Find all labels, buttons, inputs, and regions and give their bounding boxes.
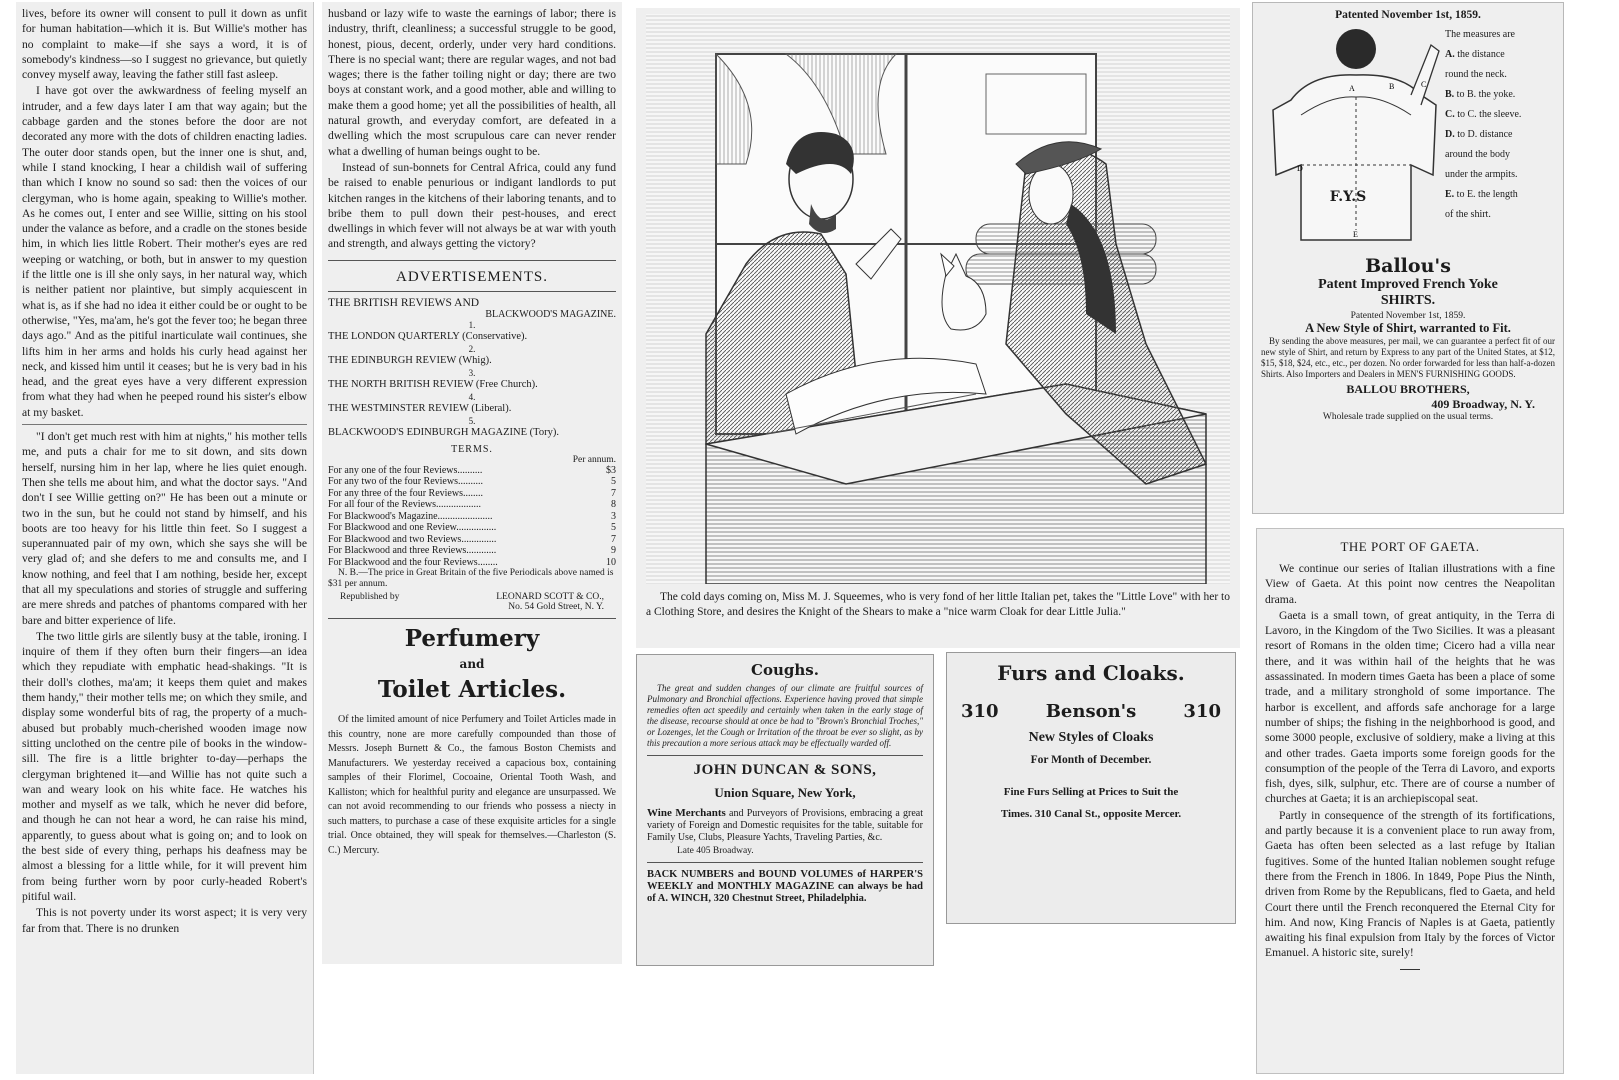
coughs-body: The great and sudden changes of our climate are fruitful sources of Pulmonary and Bronchial affections. Experience having proved that simple remedies often act speedily and certainly when taken in the early stage of the disease, recourse should at once be had to "Brown's Bronchial Troches," or Lozenges, let the Cough or Irritation of the throat be ever so slight, as by this precaution a more serious attack may be effectually warded off. bbox=[647, 683, 923, 748]
column-divider bbox=[22, 424, 307, 425]
reviews-heading: THE BRITISH REVIEWS AND bbox=[328, 296, 480, 309]
measure-line: round the neck. bbox=[1445, 69, 1507, 80]
terms-row-label: For any one of the four Reviews.......... bbox=[328, 464, 483, 476]
wholesale-note: Wholesale trade supplied on the usual terms. bbox=[1322, 412, 1494, 422]
benson-name: Benson's bbox=[1045, 701, 1137, 722]
svg-text:E: E bbox=[1353, 230, 1358, 239]
terms-row bbox=[328, 465, 616, 477]
review-item: THE LONDON QUARTERLY (Conservative). bbox=[328, 330, 528, 342]
furs-line-2: For Month of December. bbox=[1030, 754, 1152, 766]
measure-line bbox=[1445, 125, 1555, 145]
article-paragraph: Gaeta is a small town, of great antiquity, in the Terra di Lavoro, in the Kingdom of the Two Sicilies. It was a pleasant resort of Romans in the olden time; Cicero had a villa near there, and it was within hail of the heights that he was assassinated. In modern times Gaeta has been a place of some trade, and a military stronghold of some importance. The harbor is excellent, and affords safe anchorage for a large number of ships; the fishing in the neighborhood is good, and some 3000 people, exclusive of soldiery, make a living at this and other trades. Gaeta imports some foreign goods for the consumption of the people of the Terra di Lavoro, and exports fish, dyes, silk, sulphur, etc. There are of course a number of churches at Gaeta; it is an archiepiscopal seat. bbox=[1265, 608, 1555, 806]
review-number: 5. bbox=[468, 415, 476, 426]
terms-row-value: 9 bbox=[611, 545, 616, 557]
shirt-letters: F.Y.S bbox=[1329, 189, 1367, 205]
terms-row-value: 7 bbox=[611, 487, 616, 499]
article-paragraph: I have got over the awkwardness of feeling myself an intruder, and a few days later I am that way again; but the cabbage garden and the stones before the door are not decorated any more with the dots of children enacting ladies. The outer door stands open, but the inner one is shut, and, while I stand knocking, I hear a childish wail of suffering than which I know no sound so sad: then the voices of our clergyman, who is home again, speaking to Willie's mother. As he comes out, I enter and see Willie, sitting on his stool under the valance as before, and a cradle on the stones beside him, in which lies little Robert. Their mother's eyes are red weeping or watching, or both, but in answer to my question if the little one is ill she only says, in her natural way, which is neither patient nor plaintive, but simply acquiescent in what is, as if she had no idea it either could be or ought to be otherwise, "Yes, ma'am, he's got the fever too; he began three days ago." And as the pitiful inarticulate wail continues, she lifts him in her arms and holds his curly head against her neck, and kissed him until it ceases; but he is very bad in his head, and the great eyes have a very different expression from what they had when he peeped round his sister's elbow at my basket. bbox=[22, 84, 307, 419]
ballou-shirt-ad bbox=[1252, 2, 1564, 514]
measure-line bbox=[1445, 45, 1555, 65]
duncan-lead: Wine Merchants bbox=[647, 807, 726, 819]
measure-text: the distance bbox=[1457, 49, 1505, 60]
republished-line bbox=[328, 592, 616, 602]
svg-text:A: A bbox=[1349, 84, 1355, 93]
measures-list bbox=[1441, 25, 1555, 255]
measure-line bbox=[1445, 185, 1555, 205]
measure-line: The measures are bbox=[1445, 29, 1515, 40]
company-name: BALLOU BROTHERS, bbox=[1346, 382, 1470, 396]
terms-label: TERMS. bbox=[451, 443, 493, 455]
end-rule bbox=[1400, 969, 1420, 970]
shirt-diagram-row bbox=[1261, 25, 1555, 255]
measure-key: D. bbox=[1445, 129, 1455, 140]
section-rule bbox=[328, 618, 616, 619]
terms-row bbox=[328, 522, 616, 534]
review-item: THE WESTMINSTER REVIEW (Liberal). bbox=[328, 402, 512, 414]
measure-line: under the armpits. bbox=[1445, 169, 1518, 180]
terms-row-value: 5 bbox=[611, 476, 616, 488]
article-paragraph: This is not poverty under its worst aspect; it is very very far from that. There is no drunken bbox=[22, 906, 307, 935]
terms-row-label: For any three of the four Reviews........ bbox=[328, 487, 483, 499]
publisher-name: LEONARD SCOTT & CO., bbox=[496, 592, 604, 603]
article-paragraph: We continue our series of Italian illustrations with a fine View of Gaeta. At this point now centres the Neapolitan drama. bbox=[1265, 562, 1555, 606]
article-paragraph: "I don't get much rest with him at nights," his mother tells me, and puts a chair for me to sit down, and sits down herself, nursing him in her lap, where he lies quiet enough. Then she tells me about him, and what the doctor says. "And don't I see Willie getting on?" He has been out a minute or two in the sun, but he could not stand by himself, and his boots are too heavy for his little thin feet. So I suggest a superannuated pair of my own, which she says she will be very glad of; and she defers to me and consults me, and I know nothing, and feel that I am nothing, beside her, except that all my speculations and stories of struggle and suffering are mere shreds and patches of phantoms compared with her bare and bitter experience of life. bbox=[22, 430, 307, 627]
duncan-body: and Purveyors of Provisions, embracing a great variety of Foreign and Domestic requisites for the table, suitable for Family Use, Clubs, Pleasure Yachts, Traveling Parties, &c. bbox=[647, 808, 923, 843]
per-annum-label: Per annum. bbox=[572, 454, 616, 465]
measure-line bbox=[1445, 105, 1555, 125]
shirt-diagram-icon bbox=[1261, 25, 1441, 255]
terms-row-label: For Blackwood and two Reviews.............. bbox=[328, 533, 497, 545]
review-number: 1. bbox=[468, 319, 476, 330]
terms-row bbox=[328, 534, 616, 546]
section-rule bbox=[647, 862, 923, 863]
terms-row-label: For Blackwood's Magazine...................... bbox=[328, 510, 493, 522]
review-item: BLACKWOOD'S EDINBURGH MAGAZINE (Tory). bbox=[328, 426, 559, 438]
terms-row bbox=[328, 511, 616, 523]
middle-column bbox=[322, 2, 622, 964]
terms-row bbox=[328, 488, 616, 500]
terms-row-value: 3 bbox=[611, 510, 616, 522]
measure-key: A. bbox=[1445, 49, 1455, 60]
reviews-note: N. B.—The price in Great Britain of the five Periodicals above named is $31 per annum. bbox=[328, 568, 614, 590]
left-article-column bbox=[16, 2, 314, 1074]
terms-row-value: 10 bbox=[606, 556, 616, 568]
terms-table bbox=[328, 465, 616, 569]
article-paragraph: The two little girls are silently busy at the table, ironing. I inquire of them if they often burn their fingers—an idea which they repudiate with emphatic head-shakings. "It is their doll's clothes, ma'am; it keeps them quiet and makes them handy," their mother tells me; on which they smile, and display some wonderful bits of rag, the property of a much-abused but probably much-cherished wooden image now sitting unclothed on the centre pile of books in the window-sill. The fire is a little brighter to-day—perhaps the clergyman brightened it—and Willie has not quite such a wan and weary look on his white face. He watches his mother and myself as we talk, which he never did before, and though he can not hear a word, he can raise his mind, apparently, to guess about what is going on; and to look on the best side of every thing, perhaps his deafness may be almost a blessing for a little while, for it will prevent him from being further worn by poor curly-headed Robert's pitiful wail. bbox=[22, 629, 307, 903]
terms-row-value: $3 bbox=[606, 464, 616, 476]
section-rule bbox=[328, 260, 616, 261]
article-paragraph: lives, before its owner will consent to pull it down as unfit for human habitation—which it is. But Willie's mother has no complaint to make—if she says a word, it is of somebody's kindness—so I suggest no grievance, but quietly convey myself away, leaving the father still fast asleep. bbox=[22, 7, 307, 82]
section-rule bbox=[328, 291, 616, 292]
terms-row-value: 5 bbox=[611, 522, 616, 534]
terms-row bbox=[328, 545, 616, 557]
republished-label: Republished by bbox=[340, 592, 400, 603]
perfumery-body: Of the limited amount of nice Perfumery and Toilet Articles made in this country, none are more carefully compounded than those of Messrs. Joseph Burnett & Co., the famous Boston Chemists and Manufacturers. We yesterday received a capacious box, containing samples of their Florimel, Cocoaine, Oriental Tooth Wash, and Kalliston; which for healthful purity and elegance are unsurpassed. We can not avoid recommending to our friends who possess a niecty in such matters, to purchase a case of these exquisite articles for a single trial. Once obtained, they will speak for themselves.—Charleston (S. C.) Mercury. bbox=[328, 714, 616, 856]
measure-text: to D. distance bbox=[1457, 129, 1513, 140]
back-numbers-text: BACK NUMBERS and BOUND VOLUMES of HARPER'S WEEKLY and MONTHLY MAGAZINE can always be had of A. WINCH, 320 Chestnut Street, Philadelphia. bbox=[647, 869, 923, 904]
duncan-body-wrap bbox=[647, 807, 923, 844]
duncan-late-address: Late 405 Broadway. bbox=[677, 846, 754, 856]
brand-subtitle: Patent Improved French Yoke bbox=[1318, 277, 1498, 292]
svg-text:D: D bbox=[1297, 164, 1303, 173]
store-engraving bbox=[646, 14, 1230, 584]
svg-text:C: C bbox=[1421, 80, 1427, 89]
perfumery-and: and bbox=[459, 657, 485, 672]
svg-text:B: B bbox=[1389, 82, 1395, 91]
coughs-duncan-ad-stack bbox=[636, 654, 934, 966]
article-paragraph: Partly in consequence of the strength of its fortifications, and partly because it is a convenient place to run away from, Gaeta has often been selected as a last refuge by Italian fugitives. Some of the hunted Italian noblemen sought refuge there from the French in 1806. In 1849, Pope Pius the Ninth, driven from Rome by the Republicans, fled to Gaeta, and held Court there until the French reconquered the Eternal City for him. And now, King Francis of Naples is at Gaeta, patiently awaiting his final expulsion from Italy by the forces of Victor Emanuel. A historic site, surely! bbox=[1265, 808, 1555, 960]
measure-key: C. bbox=[1445, 109, 1455, 120]
shirt-body: By sending the above measures, per mail, we can guarantee a perfect fit of our new style of Shirt, and return by Express to any part of the United States, at $12, $15, $18, $24, etc., etc., per dozen. No order forwarded for less than half-a-dozen Shirts. Also Importers and Dealers in MEN'S FURNISHING GOODS. bbox=[1261, 336, 1555, 379]
terms-row-label: For Blackwood and three Reviews............ bbox=[328, 545, 497, 557]
gaeta-article bbox=[1256, 528, 1564, 1074]
brand-name: Ballou's bbox=[1365, 255, 1451, 277]
review-number: 3. bbox=[468, 367, 476, 378]
article-paragraph: husband or lazy wife to waste the earnings of labor; there is industry, thrift, cleanliness; a successful struggle to be good, honest, pious, decent, orderly, under very hard conditions. There is no special want; there are regular wages, and not bad wages; there is the father toiling night or day; there are two boys at constant work, and a good mother, able and willing to make them a good home; yet all the possibilities of health, all natural growth, and everyday comfort, are defeated in a dwelling which the most scrupulous care can never render what a dwelling of human beings ought to be. bbox=[328, 7, 616, 158]
product-name: SHIRTS. bbox=[1380, 293, 1436, 308]
duncan-title: JOHN DUNCAN & SONS, bbox=[693, 762, 877, 778]
measure-line: of the shirt. bbox=[1445, 209, 1491, 220]
terms-row bbox=[328, 476, 616, 488]
toilet-articles-title: Toilet Articles. bbox=[377, 676, 567, 704]
measure-key: E. bbox=[1445, 189, 1455, 200]
terms-row-label: For Blackwood and one Review................ bbox=[328, 522, 497, 534]
shirt-slogan: A New Style of Shirt, warranted to Fit. bbox=[1305, 321, 1511, 335]
review-number: 4. bbox=[468, 391, 476, 402]
perfumery-title: Perfumery bbox=[404, 625, 540, 653]
patented-heading: Patented November 1st, 1859. bbox=[1335, 9, 1481, 21]
benson-number-left: 310 bbox=[961, 701, 999, 722]
advertisements-header: ADVERTISEMENTS. bbox=[395, 268, 548, 285]
furs-line-3: Fine Furs Selling at Prices to Suit the bbox=[1003, 786, 1179, 798]
reviews-subheading: BLACKWOOD'S MAGAZINE. bbox=[485, 308, 616, 320]
coughs-title: Coughs. bbox=[751, 661, 819, 679]
article-paragraph: Instead of sun-bonnets for Central Africa, could any fund be raised to enable penurious or indigant landlords to put kitchen ranges in the kitchens of their laboring tenants, and to bribe them to pull down their pest-houses, and erect dwellings in which fever will not always be at war with youth and strength, and always getting the victory? bbox=[328, 160, 616, 251]
furs-cloaks-ad bbox=[946, 652, 1236, 924]
terms-row bbox=[328, 557, 616, 569]
gaeta-title: THE PORT OF GAETA. bbox=[1340, 539, 1480, 554]
measure-line bbox=[1445, 85, 1555, 105]
patented-again: Patented November 1st, 1859. bbox=[1350, 311, 1466, 321]
furs-title: Furs and Cloaks. bbox=[997, 661, 1185, 685]
reviews-list bbox=[328, 320, 616, 440]
terms-row-label: For all four of the Reviews.................. bbox=[328, 499, 482, 511]
measure-line: around the body bbox=[1445, 149, 1510, 160]
furs-line-1: New Styles of Cloaks bbox=[1028, 730, 1154, 745]
review-item: THE EDINBURGH REVIEW (Whig). bbox=[328, 354, 492, 366]
measure-key: B. bbox=[1445, 89, 1455, 100]
duncan-location: Union Square, New York, bbox=[714, 785, 856, 800]
benson-line bbox=[957, 701, 1225, 722]
terms-row-label: For Blackwood and the four Reviews........ bbox=[328, 556, 498, 568]
section-rule bbox=[647, 755, 923, 756]
terms-row-value: 8 bbox=[611, 499, 616, 511]
measure-text: to C. the sleeve. bbox=[1457, 109, 1522, 120]
perfumery-ad bbox=[328, 625, 616, 858]
terms-row bbox=[328, 499, 616, 511]
illustration-caption: The cold days coming on, Miss M. J. Squeemes, who is very fond of her little Italian pet, takes the "Little Love" with her to a Clothing Store, and desires the Knight of the Shears to make a "nice warm Cloak for dear Little Julia." bbox=[646, 591, 1230, 618]
publisher-address: No. 54 Gold Street, N. Y. bbox=[508, 602, 604, 613]
clothing-store-illustration bbox=[646, 14, 1230, 584]
benson-number-right: 310 bbox=[1183, 701, 1221, 722]
british-reviews-ad bbox=[328, 297, 616, 613]
terms-row-label: For any two of the four Reviews.......... bbox=[328, 476, 483, 488]
review-number: 2. bbox=[468, 343, 476, 354]
measure-text: to E. the length bbox=[1456, 189, 1518, 200]
terms-row-value: 7 bbox=[611, 533, 616, 545]
illustration-panel bbox=[636, 8, 1240, 648]
company-address: 409 Broadway, N. Y. bbox=[1431, 397, 1535, 411]
measure-text: to B. the yoke. bbox=[1456, 89, 1516, 100]
furs-line-4: Times. 310 Canal St., opposite Mercer. bbox=[1000, 808, 1182, 820]
review-item: THE NORTH BRITISH REVIEW (Free Church). bbox=[328, 378, 538, 390]
